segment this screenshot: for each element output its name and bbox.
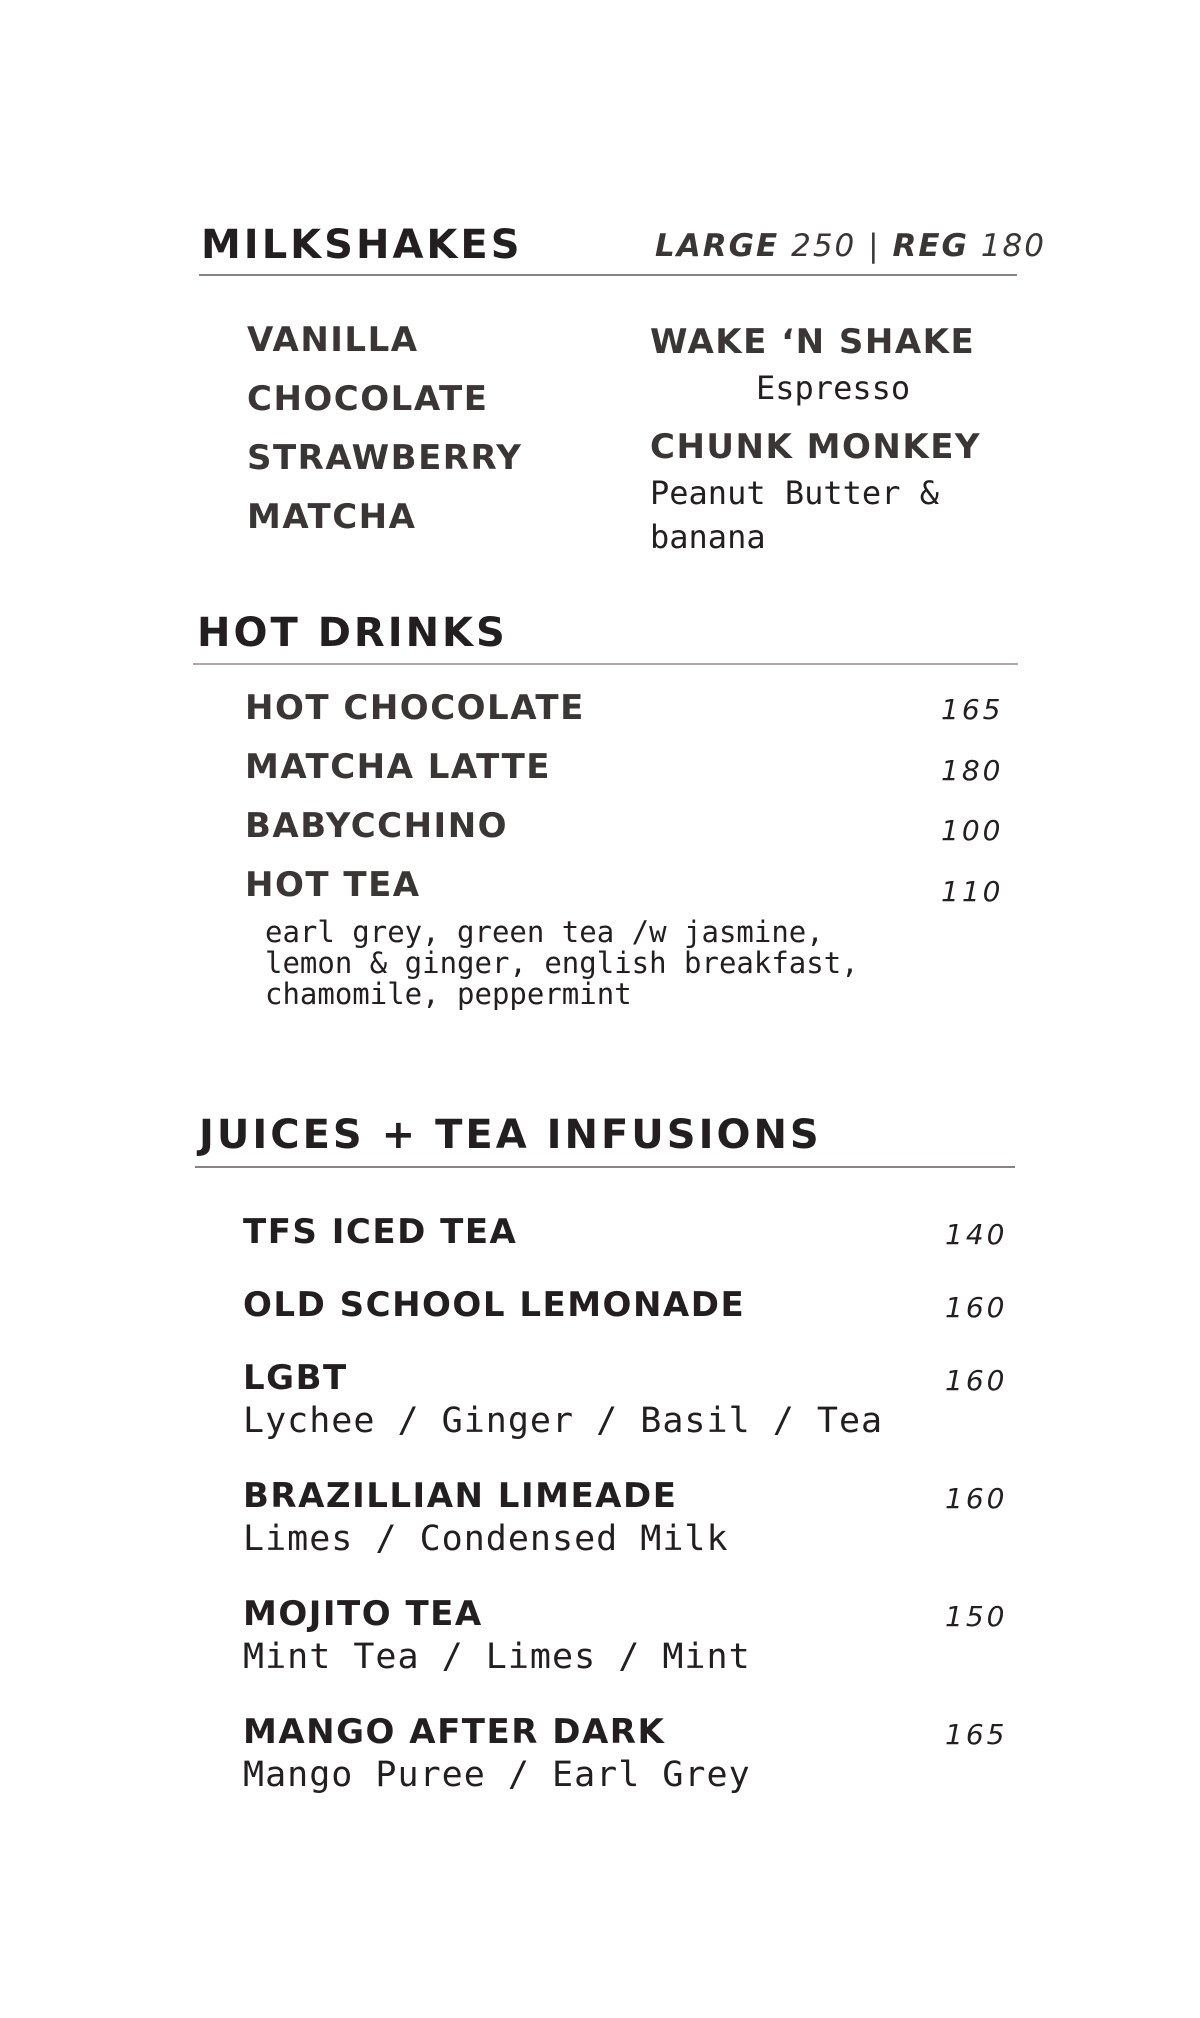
tfs-iced-tea-price: 140 <box>945 1218 1008 1251</box>
lgbt-price: 160 <box>945 1364 1008 1397</box>
mango-after-dark-price: 165 <box>945 1718 1008 1751</box>
size-separator: | <box>868 228 881 264</box>
brazillian-limeade-desc: Limes / Condensed Milk <box>243 1519 729 1559</box>
babycchino: BABYCCHINO <box>245 806 509 846</box>
hot-tea-desc-line-1: earl grey, green tea /w jasmine, <box>265 915 824 949</box>
hot-tea-desc-line-3: chamomile, peppermint <box>265 977 632 1011</box>
milkshakes-title: MILKSHAKES <box>201 222 523 268</box>
hot-tea: HOT TEA <box>245 865 421 905</box>
milkshake-matcha: MATCHA <box>247 497 417 537</box>
matcha-latte: MATCHA LATTE <box>245 747 551 787</box>
lgbt-desc: Lychee / Ginger / Basil / Tea <box>243 1401 884 1441</box>
reg-label: REG <box>892 228 969 264</box>
milkshake-vanilla: VANILLA <box>247 320 419 360</box>
mojito-tea-desc: Mint Tea / Limes / Mint <box>243 1637 751 1677</box>
brazillian-limeade-price: 160 <box>945 1482 1008 1515</box>
old-school-lemonade: OLD SCHOOL LEMONADE <box>243 1285 746 1325</box>
reg-price: 180 <box>980 228 1046 264</box>
chunk-monkey-desc-line-2: banana <box>650 518 766 556</box>
juices-divider <box>195 1166 1015 1168</box>
chunk-monkey-desc-line-1: Peanut Butter & <box>650 474 939 512</box>
wake-n-shake-desc: Espresso <box>756 369 911 407</box>
milkshake-strawberry: STRAWBERRY <box>247 438 523 478</box>
hot-drinks-divider <box>193 663 1018 665</box>
milkshakes-divider <box>199 274 1017 276</box>
hot-chocolate: HOT CHOCOLATE <box>245 688 585 728</box>
old-school-lemonade-price: 160 <box>945 1291 1008 1324</box>
hot-tea-varieties <box>265 917 859 1010</box>
mango-after-dark-desc: Mango Puree / Earl Grey <box>243 1755 751 1795</box>
hot-tea-desc-line-2: lemon & ginger, english breakfast, <box>265 946 859 980</box>
milkshake-chunk-monkey: CHUNK MONKEY <box>650 427 982 467</box>
mojito-tea-price: 150 <box>945 1600 1008 1633</box>
juices-title: JUICES + TEA INFUSIONS <box>199 1112 822 1158</box>
lgbt: LGBT <box>243 1358 348 1398</box>
babycchino-price: 100 <box>941 814 1004 847</box>
large-price: 250 <box>791 228 857 264</box>
hot-drinks-title: HOT DRINKS <box>197 610 508 656</box>
mojito-tea: MOJITO TEA <box>243 1594 483 1634</box>
mango-after-dark: MANGO AFTER DARK <box>243 1712 666 1752</box>
hot-chocolate-price: 165 <box>941 693 1004 726</box>
hot-tea-price: 110 <box>941 875 1004 908</box>
tfs-iced-tea: TFS ICED TEA <box>243 1212 518 1252</box>
milkshake-chocolate: CHOCOLATE <box>247 379 489 419</box>
large-label: LARGE <box>655 228 780 264</box>
milkshakes-size-prices <box>655 228 1046 264</box>
brazillian-limeade: BRAZILLIAN LIMEADE <box>243 1476 678 1516</box>
matcha-latte-price: 180 <box>941 754 1004 787</box>
milkshake-wake-n-shake: WAKE ‘N SHAKE <box>650 322 976 362</box>
